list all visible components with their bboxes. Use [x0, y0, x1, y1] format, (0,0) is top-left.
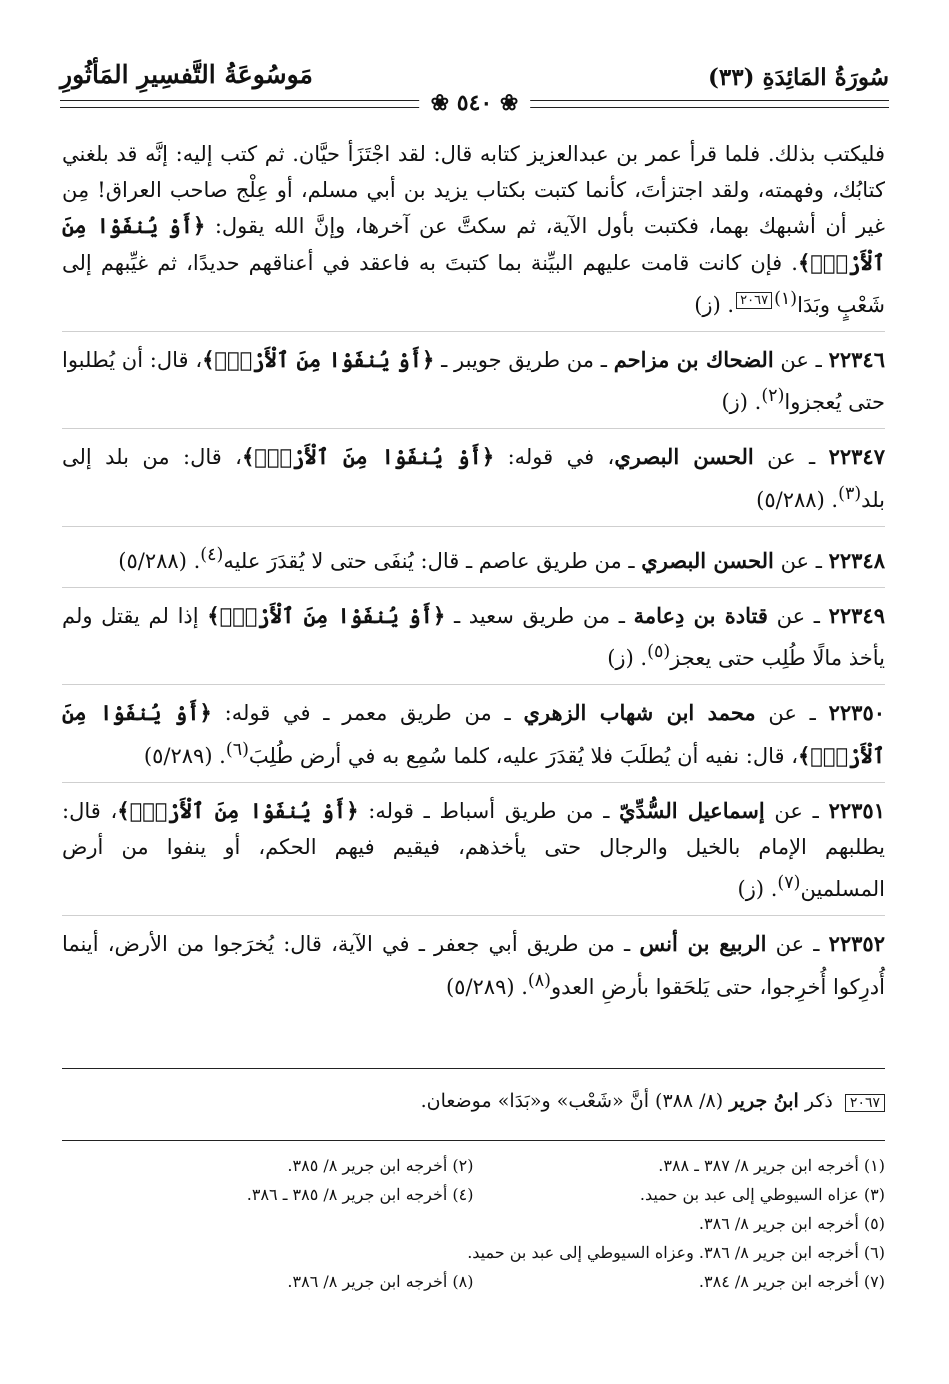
- footnote: (٨) أخرجه ابن جرير ٨/ ٣٨٦.: [287, 1272, 474, 1291]
- footnote: (٣) عزاه السيوطي إلى عبد بن حميد.: [639, 1185, 885, 1204]
- footnote-marker: (٥): [647, 642, 671, 663]
- source-ref: . (ز): [694, 292, 735, 317]
- entry-prefix: ـ عن: [764, 798, 829, 823]
- entry-prefix: ـ عن: [773, 548, 829, 573]
- surah-title: سُورَةُ المَائِدَةِ (٣٣): [707, 64, 889, 91]
- book-title: مَوسُوعَةُ التَّفسِيرِ المَأثُورِ: [60, 60, 313, 89]
- quran-verse: ﴿أَوْ يُنفَوْا مِنَ ٱلْأَرْضِۚ﴾: [62, 700, 885, 768]
- entry-text: ، قال: نفيه أن يُطلَبَ فلا يُقدَرَ عليه، كلما سُمِع به في أرض طُلِبَ: [248, 743, 798, 768]
- narration-entry: [62, 915, 885, 1004]
- narrator-name: إسماعيل السُّدِّيّ: [619, 797, 765, 823]
- footnote-row: [62, 1267, 885, 1296]
- narration-entry: [62, 587, 885, 676]
- source-ref: . (٥/٢٨٨): [118, 548, 201, 573]
- entry-prefix: ـ عن: [773, 348, 829, 373]
- narration-entry: [62, 684, 885, 773]
- source-ref: . (ز): [721, 390, 762, 415]
- footnote-marker: (٢): [761, 386, 785, 407]
- entry-number: ٢٢٣٤٧: [828, 444, 885, 470]
- intro-text-2: . فإن كانت قامت عليهم البيِّنة بما كتبتَ به فاعقد في أعناقهم حديدًا، ثم غيِّبهم إلى شَعْبٍ وبَدَا: [62, 250, 885, 317]
- entry-text: ، قال: من بلد إلى بلد: [62, 445, 885, 512]
- entry-text: إذا لم يقتل ولم يأخذ مالًا طُلِب حتى يعجز: [62, 604, 885, 671]
- editorial-note-marker: ٢٠٦٧: [736, 292, 772, 309]
- entry-prefix: ـ عن: [767, 604, 829, 629]
- editorial-note-prefix: ذكر: [798, 1090, 839, 1112]
- entry-chain: ـ من طريق جويبر ـ: [434, 348, 614, 373]
- narration-entry: [62, 428, 885, 517]
- narrator-name: محمد ابن شهاب الزهري: [523, 700, 756, 726]
- entry-chain: ـ من طريق عاصم ـ قال: يُنفَى حتى لا يُقدَرَ عليه: [223, 548, 642, 573]
- entry-number: ٢٢٣٤٨: [828, 547, 885, 573]
- entry-number: ٢٢٣٤٩: [828, 603, 885, 629]
- main-text: [62, 136, 885, 1005]
- footnote: (٤) أخرجه ابن جرير ٨/ ٣٨٥ ـ ٣٨٦.: [246, 1185, 474, 1204]
- quran-verse: ﴿أَوْ يُنفَوْا مِنَ ٱلْأَرْضِۚ﴾: [202, 347, 435, 373]
- narrator-name: الحسن البصري: [641, 547, 774, 573]
- entry-chain: ـ من طريق أسباط ـ قوله:: [358, 798, 620, 823]
- editorial-note-text: (٨/ ٣٨٨) أنَّ «شَعْب» و«بَدَا» موضعان.: [420, 1090, 730, 1112]
- footnote-marker: (٤): [200, 544, 224, 565]
- narrator-name: الربيع بن أنس: [639, 931, 767, 957]
- narrator-name: الحسن البصري: [614, 444, 754, 470]
- footnote: (٢) أخرجه ابن جرير ٨/ ٣٨٥.: [287, 1156, 474, 1175]
- footnote-marker: (١): [774, 288, 798, 309]
- quran-verse: ﴿أَوْ يُنفَوْا مِنَ ٱلْأَرْضِۚ﴾: [207, 603, 446, 629]
- footnote-marker: (٦): [225, 739, 249, 760]
- entry-number: ٢٢٣٥٠: [828, 700, 886, 726]
- entry-number: ٢٢٣٥١: [828, 797, 885, 823]
- entry-text: ، قال: أن يُطلبوا حتى يُعجزوا: [62, 348, 885, 415]
- footnote: (٦) أخرجه ابن جرير ٨/ ٣٨٦. وعزاه السيوطي إلى عبد بن حميد.: [467, 1243, 885, 1262]
- entry-prefix: ـ عن: [753, 445, 829, 470]
- source-ref: . (٥/٢٨٨): [756, 487, 839, 512]
- entry-chain: ـ من طريق معمر ـ في قوله:: [211, 701, 524, 726]
- footnote-row: [62, 1151, 885, 1180]
- footnote-row: [62, 1180, 885, 1209]
- source-ref: . (٥/٢٨٩): [143, 743, 226, 768]
- footnote: (١) أخرجه ابن جرير ٨/ ٣٨٧ ـ ٣٨٨.: [658, 1156, 885, 1175]
- quran-verse: ﴿أَوْ يُنفَوْا مِنَ ٱلْأَرْضِۚ﴾: [241, 444, 495, 470]
- intro-paragraph: [62, 136, 885, 323]
- entry-number: ٢٢٣٤٦: [828, 347, 885, 373]
- entry-chain: ـ من طريق سعيد ـ: [445, 604, 634, 629]
- page-number-text: ٥٤٠: [456, 90, 493, 116]
- narrator-name: قتادة بن دِعامة: [633, 603, 768, 629]
- entry-chain: ـ من طريق أبي جعفر ـ في الآية، قال: يُخرَجوا من الأرض، أينما أُدرِكوا أُخرِجوا، حتى يَلحَقوا بأرضِ العدو: [62, 932, 885, 999]
- narration-entry: [62, 331, 885, 420]
- footnote-marker: (٨): [527, 970, 551, 991]
- footnote: (٧) أخرجه ابن جرير ٨/ ٣٨٤.: [698, 1272, 885, 1291]
- intro-text: فليكتب بذلك. فلما قرأ عمر بن عبدالعزيز كتابه قال: لقد اجْتَزَأ حيَّان. ثم كتب إليه: إنَّه قد بلغني كتابُك، وفهمته، ولقد اجتزأتَ، كأنما كتبت بكتاب يزيد بن أبي مسلم، أو عِلْج صاحب العراق! مِن غير أن أشبهك بهما، فكتبت بأول الآية، ثم سكتَّ عن آخرها، وإنَّ الله يقول:: [62, 142, 886, 239]
- quran-verse: ﴿أَوْ يُنفَوْا مِنَ ٱلْأَرْضِۚ﴾: [62, 213, 886, 275]
- entry-text: ، قال: يطلبهم الإمام بالخيل والرجال حتى يأخذهم، فيقيم فيهم الحكم، أو ينفوا من أرض المسلمين: [62, 798, 885, 902]
- narration-entry: [62, 526, 885, 579]
- entry-prefix: ـ عن: [755, 701, 829, 726]
- entry-prefix: ـ عن: [766, 932, 829, 957]
- entry-number: ٢٢٣٥٢: [828, 931, 885, 957]
- narrator-name: الضحاك بن مزاحم: [613, 347, 774, 373]
- narration-entry: [62, 782, 885, 908]
- source-ref: . (٥/٢٨٩): [445, 974, 528, 999]
- entry-chain: ، في قوله:: [494, 445, 615, 470]
- editorial-note-name: ابنُ جرير: [729, 1090, 799, 1112]
- footnotes: [62, 1140, 885, 1296]
- footnote-marker: (٧): [777, 873, 801, 894]
- footnote: (٥) أخرجه ابن جرير ٨/ ٣٨٦.: [698, 1214, 885, 1233]
- editorial-note: [62, 1068, 885, 1115]
- editorial-note-number: ٢٠٦٧: [845, 1094, 885, 1112]
- footnote-marker: (٣): [838, 483, 862, 504]
- source-ref: . (ز): [737, 877, 778, 902]
- source-ref: . (ز): [607, 646, 648, 671]
- quran-verse: ﴿أَوْ يُنفَوْا مِنَ ٱلْأَرْضِۚ﴾: [117, 797, 359, 823]
- page-number: ❀ ٥٤٠ ❀: [419, 90, 531, 116]
